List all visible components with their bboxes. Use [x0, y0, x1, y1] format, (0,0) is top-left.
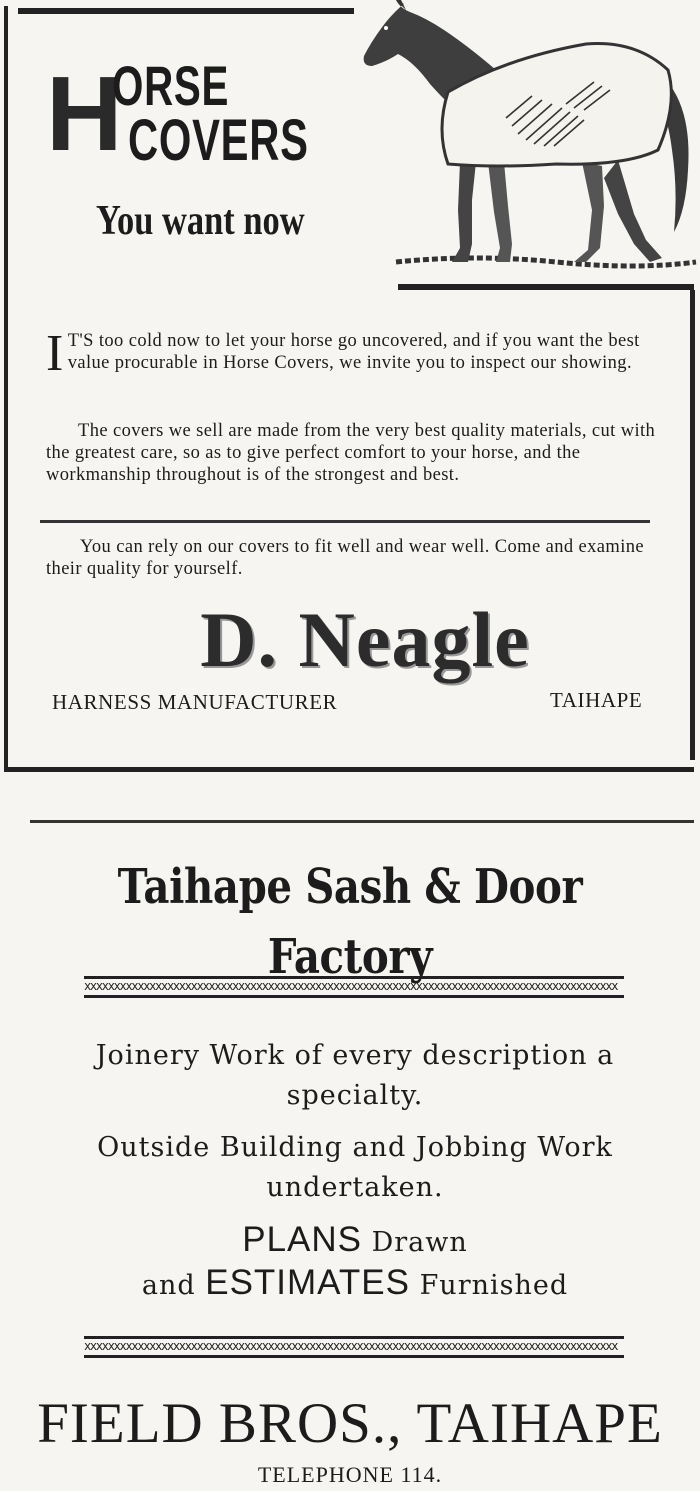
merchant-town: TAIHAPE [550, 688, 643, 712]
headline-line2: COVERS [128, 108, 309, 173]
horse-in-cover-icon [356, 0, 700, 276]
ornamental-band-bottom: xxxxxxxxxxxxxxxxxxxxxxxxxxxxxxxxxxxxxxxxxxxxxxxxxxxxxxxxxxxxxxxxxxxxxxxxxxxxxxxxxxxxxxxxxx [84, 1336, 624, 1358]
drawn-word: Drawn [362, 1227, 468, 1258]
headline-line1: ORSE [112, 54, 230, 117]
plans-word: PLANS [242, 1220, 363, 1259]
furnished-word: Furnished [409, 1270, 569, 1301]
tagline: You want now [96, 198, 305, 244]
paragraph-2: The covers we sell are made from the very best quality materials, cut with the greatest care, so as to give perfect comfort to your horse, and the workmanship throughout is of the strongest and best. [46, 421, 656, 485]
telephone-number: TELEPHONE 114. [257, 1462, 443, 1487]
service-joinery: Joinery Work of every description a specialty. [95, 1040, 615, 1111]
separator-rule [40, 520, 650, 523]
merchant-trade: HARNESS MANUFACTURER [52, 690, 338, 714]
service-plans [60, 1220, 650, 1306]
ornamental-band-top: xxxxxxxxxxxxxxxxxxxxxxxxxxxxxxxxxxxxxxxxxxxxxxxxxxxxxxxxxxxxxxxxxxxxxxxxxxxxxxxxxxxxxxxxxx [84, 976, 624, 998]
column-divider [30, 820, 694, 823]
factory-title: Taihape Sash & Door Factory [117, 859, 583, 985]
ad-border-mid [398, 284, 694, 290]
paragraph-1-initial: I [46, 325, 64, 382]
ad-border-top [18, 8, 354, 14]
paragraph-3: You can rely on our covers to fit well and wear well. Come and examine their quality for yourself. [46, 537, 645, 579]
headline-initial: H [46, 55, 121, 173]
merchant-name: D. Neagle [200, 596, 530, 683]
estimates-word: ESTIMATES [205, 1263, 410, 1302]
service-building: Outside Building and Jobbing Work undertaken. [97, 1132, 613, 1203]
ad-border-right [690, 290, 695, 760]
paragraph-1-text: T'S too cold now to let your horse go uncovered, and if you want the best value procurable in Horse Covers, we invite you to inspect our showing. [67, 331, 640, 373]
business-name: FIELD BROS., TAIHAPE [37, 1392, 663, 1455]
and-word: and [141, 1270, 206, 1301]
paragraph-1 [46, 325, 666, 382]
